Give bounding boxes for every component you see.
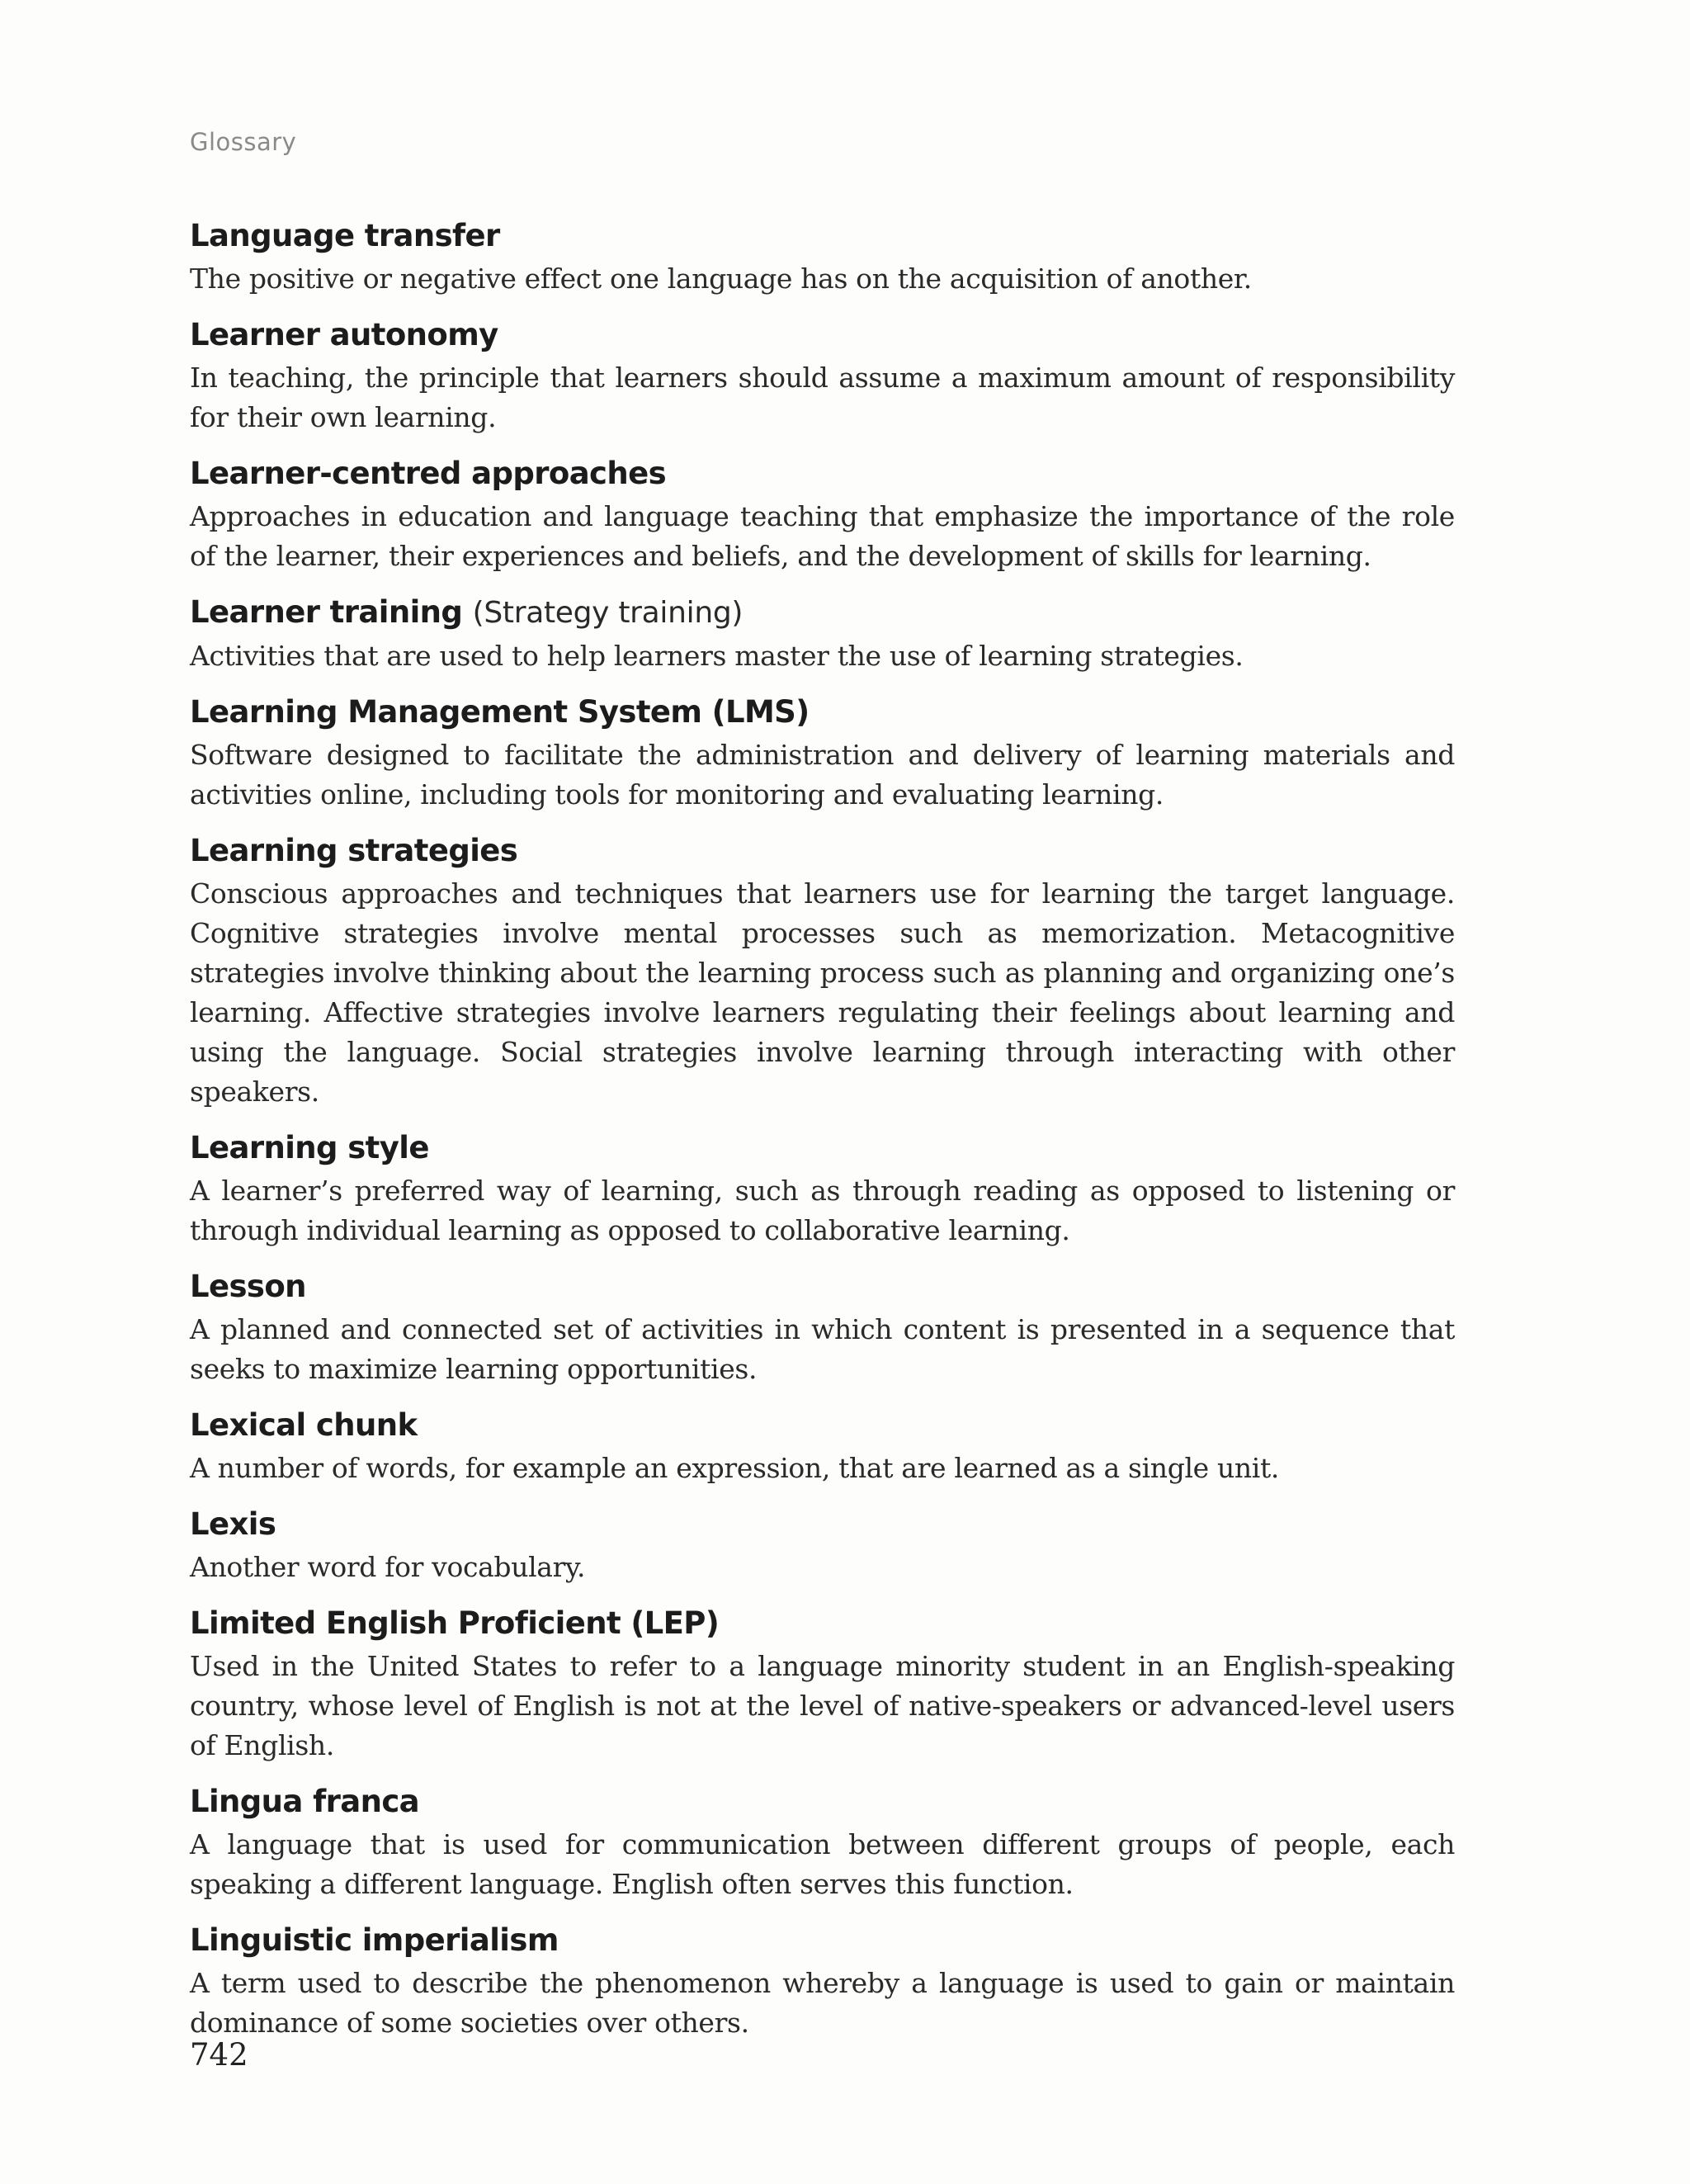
glossary-term (190, 213, 1455, 259)
term-label: Learner autonomy (190, 317, 498, 352)
glossary-definition: Activities that are used to help learners master the use of learning strategies. (190, 640, 1244, 672)
glossary-definition: A term used to describe the phenomenon whereby a language is used to gain or maintain dominance of some societies over others. (190, 1967, 1455, 2039)
glossary-definition: Used in the United States to refer to a language minority student in an English-speaking country, whose level of English is not at the level of native-speakers or advanced-level users of English. (190, 1650, 1455, 1761)
glossary-definition: Conscious approaches and techniques that learners use for learning the target language. Cognitive strategies involve mental processes such as memorization. Metacognitive strategies involve thinking about the learning process such as planning and organizing one’s learning. Affective strategies involve learners regulating their feelings about learning and using the language. Social strategies involve learning through interacting with other speakers. (190, 877, 1455, 1108)
term-label: Limited English Proficient (LEP) (190, 1605, 720, 1641)
glossary-term (190, 689, 1455, 735)
term-label: Lesson (190, 1269, 306, 1304)
running-head: Glossary (190, 128, 297, 156)
glossary-entry (190, 1501, 1455, 1587)
glossary-entry (190, 451, 1455, 576)
glossary-entry (190, 828, 1455, 1112)
term-label: Linguistic imperialism (190, 1922, 559, 1958)
glossary-term (190, 1917, 1455, 1964)
glossary-definition: Approaches in education and language teaching that emphasize the importance of the role of the learner, their experiences and beliefs, and the development of skills for learning. (190, 500, 1455, 572)
glossary-entry (190, 589, 1455, 676)
glossary-entry (190, 689, 1455, 815)
glossary-definition: A planned and connected set of activities in which content is presented in a sequence that seeks to maximize learning opportunities. (190, 1313, 1455, 1385)
glossary-term (190, 312, 1455, 358)
term-label: Learning style (190, 1130, 429, 1165)
glossary-entry (190, 1779, 1455, 1904)
glossary-term (190, 1779, 1455, 1825)
term-label: Lingua franca (190, 1784, 420, 1819)
glossary-term (190, 1264, 1455, 1310)
glossary-entry (190, 312, 1455, 437)
term-label: Language transfer (190, 218, 500, 253)
term-label: Learner training (190, 594, 463, 630)
glossary-list (190, 213, 1455, 2056)
glossary-definition: In teaching, the principle that learners should assume a maximum amount of responsibility for their own learning. (190, 362, 1455, 433)
glossary-entry (190, 1264, 1455, 1389)
glossary-term (190, 1125, 1455, 1171)
glossary-definition: A number of words, for example an expression, that are learned as a single unit. (190, 1452, 1280, 1484)
term-label: Learning Management System (LMS) (190, 694, 810, 730)
term-label: Lexis (190, 1506, 276, 1542)
term-label: Lexical chunk (190, 1407, 418, 1443)
glossary-term (190, 1402, 1455, 1449)
glossary-definition: The positive or negative effect one language has on the acquisition of another. (190, 262, 1252, 295)
glossary-entry (190, 1402, 1455, 1488)
term-label: Learning strategies (190, 833, 518, 868)
term-alternate-name: (Strategy training) (472, 596, 744, 630)
glossary-term (190, 1501, 1455, 1548)
glossary-term (190, 1600, 1455, 1647)
glossary-term (190, 589, 1455, 636)
glossary-definition: A language that is used for communication between different groups of people, each speaking a different language. English often serves this function. (190, 1828, 1455, 1900)
glossary-entry (190, 213, 1455, 299)
term-label: Learner-centred approaches (190, 456, 667, 491)
glossary-term (190, 828, 1455, 874)
glossary-entry (190, 1125, 1455, 1250)
page-number: 742 (190, 2037, 248, 2073)
glossary-definition: Software designed to facilitate the administration and delivery of learning materials and activities online, including tools for monitoring and evaluating learning. (190, 739, 1455, 811)
glossary-definition: A learner’s preferred way of learning, such as through reading as opposed to listening or through individual learning as opposed to collaborative learning. (190, 1175, 1455, 1246)
glossary-entry (190, 1600, 1455, 1766)
glossary-definition: Another word for vocabulary. (190, 1551, 586, 1583)
glossary-entry (190, 1917, 1455, 2043)
glossary-term (190, 451, 1455, 497)
